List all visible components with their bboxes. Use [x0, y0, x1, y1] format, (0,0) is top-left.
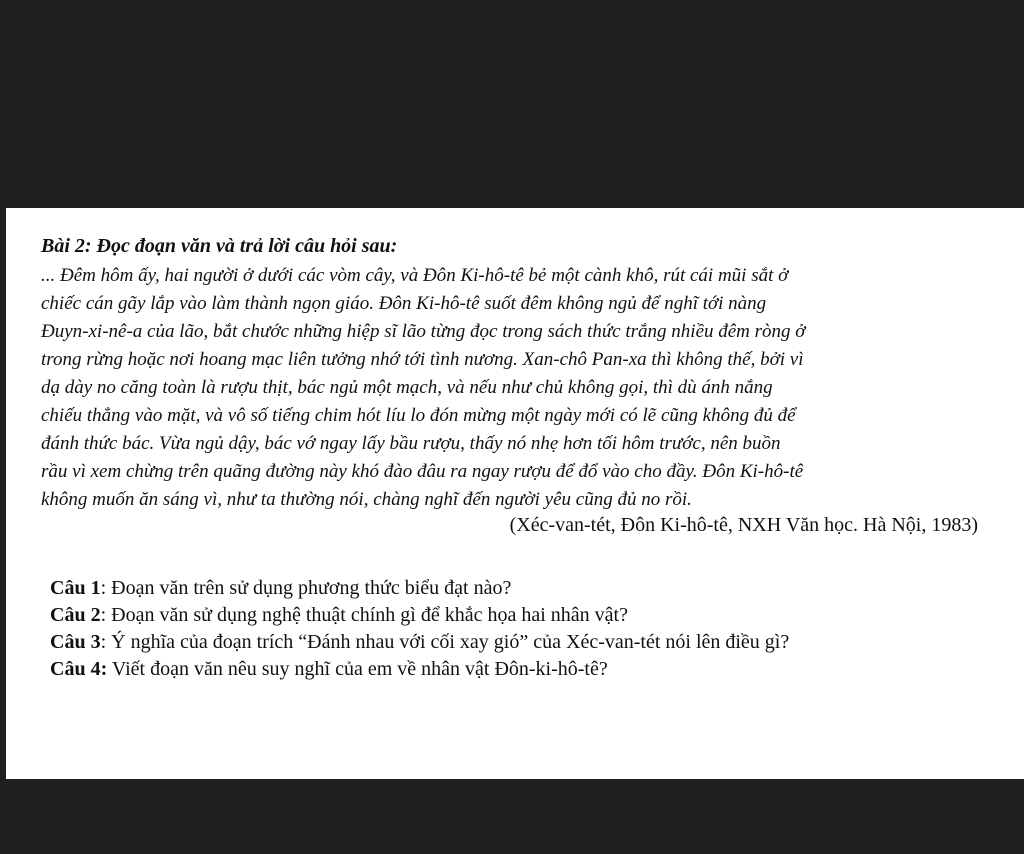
passage-line: chiếc cán gãy lắp vào làm thành ngọn giáo. Đôn Ki-hô-tê suốt đêm không ngủ để nghĩ tới nàng — [41, 293, 767, 314]
question-text: : Đoạn văn trên sử dụng phương thức biểu đạt nào? — [100, 577, 512, 599]
passage-source-citation: (Xéc-van-tét, Đôn Ki-hô-tê, NXH Văn học. Hà Nội, 1983) — [509, 514, 978, 536]
question-2 — [50, 602, 789, 629]
passage-line: rầu vì xem chừng trên quãng đường này khó đào đâu ra ngay rượu để đổ vào cho đầy. Đôn Ki-hô-tê — [41, 461, 804, 482]
question-label: Câu 4: — [50, 658, 108, 680]
passage-line: ... Đêm hôm ấy, hai người ở dưới các vòm cây, và Đôn Ki-hô-tê bẻ một cành khô, rút cái mũi sắt ở — [41, 265, 789, 286]
passage-line: trong rừng hoặc nơi hoang mạc liên tưởng nhớ tới tình nương. Xan-chô Pan-xa thì không thế, bởi vì — [41, 349, 804, 370]
passage-line: không muốn ăn sáng vì, như ta thường nói, chàng nghĩ đến người yêu cũng đủ no rồi. — [41, 489, 692, 510]
question-1 — [50, 575, 789, 602]
document-page — [6, 208, 1024, 779]
bottom-dark-margin — [0, 779, 1024, 854]
question-3 — [50, 629, 789, 656]
reading-passage — [41, 262, 1001, 514]
question-text: : Ý nghĩa của đoạn trích “Đánh nhau với cối xay gió” của Xéc-van-tét nói lên điều gì? — [100, 631, 790, 653]
passage-line: dạ dày no căng toàn là rượu thịt, bác ngủ một mạch, và nếu như chủ không gọi, thì dù ánh nắng — [41, 377, 773, 398]
question-4 — [50, 656, 789, 683]
top-dark-margin — [0, 0, 1024, 208]
question-label: Câu 1 — [50, 577, 101, 599]
question-label: Câu 2 — [50, 604, 101, 626]
passage-line: chiếu thẳng vào mặt, và vô số tiếng chim hót líu lo đón mừng một ngày mới có lẽ cũng không đủ để — [41, 405, 796, 426]
question-text: Viết đoạn văn nêu suy nghĩ của em về nhân vật Đôn-ki-hô-tê? — [107, 658, 608, 680]
passage-line: Đuyn-xi-nê-a của lão, bắt chước những hiệp sĩ lão từng đọc trong sách thức trắng nhiều đêm ròng ở — [41, 321, 806, 342]
question-list — [50, 575, 789, 683]
question-text: : Đoạn văn sử dụng nghệ thuật chính gì để khắc họa hai nhân vật? — [100, 604, 628, 626]
passage-line: đánh thức bác. Vừa ngủ dậy, bác vớ ngay lấy bầu rượu, thấy nó nhẹ hơn tối hôm trước, nên buồn — [41, 433, 781, 454]
exercise-title: Bài 2: Đọc đoạn văn và trả lời câu hỏi sau: — [41, 235, 398, 257]
question-label: Câu 3 — [50, 631, 101, 653]
